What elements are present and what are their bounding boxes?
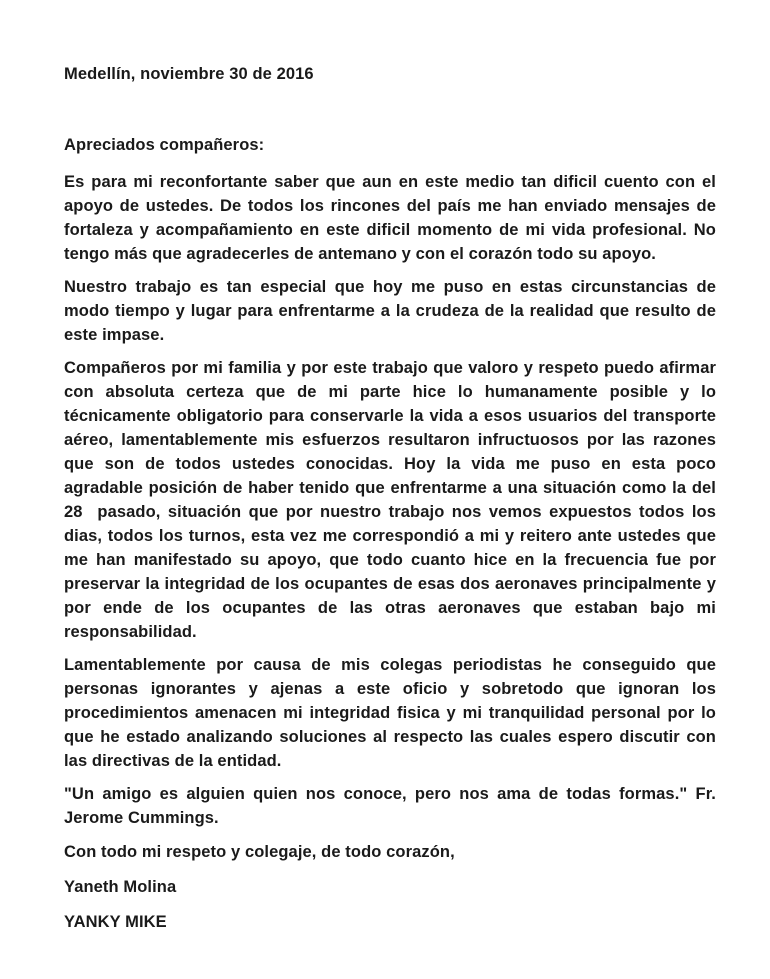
paragraph-gratitude: Es para mi reconfortante saber que aun en este medio tan dificil cuento con el apoyo de ustedes. De todos los rincones del país me han enviado mensajes de fortaleza y acompañamiento en este dificil momento de mi vida profesional. No tengo más que agradecerles de antemano y con el corazón todo su apoyo. [64,173,716,263]
signature-callsign: YANKY MIKE [64,913,167,931]
signature-name: Yaneth Molina [64,878,177,896]
paragraph-incident-account: Compañeros por mi familia y por este trabajo que valoro y respeto puedo afirmar con absoluta certeza que de mi parte hice lo humanamente posible y lo técnicamente obligatorio para conservarle la vida a esos usuarios del transporte aéreo, lamentablemente mis esfuerzos resultaron infructuosos por las razones que son de todos ustedes conocidas. Hoy la vida me puso en esta poco agradable posición de haber tenido que enfrentarme a una situación como la del 28 pasado, situación que por nuestro trabajo nos vemos expuestos todos los dias, todos los turnos, esta vez me correspondió a mi y reitero ante ustedes que me han manifestado su apoyo, que todo cuanto hice en la frecuencia fue por preservar la integridad de los ocupantes de esas dos aeronaves principalmente y por ende de los ocupantes de las otras aeronaves que estaban bajo mi responsabilidad. [64,359,716,641]
dateline: Medellín, noviembre 30 de 2016 [64,65,314,83]
paragraph-press-complaint: Lamentablemente por causa de mis colegas periodistas he conseguido que personas ignorantes y ajenas a este oficio y sobretodo que ignoran los procedimientos amenacen mi integridad fisica y mi tranquilidad personal por lo que he estado analizando soluciones al respecto las cuales espero discutir con las directivas de la entidad. [64,656,716,770]
paragraph-work-special: Nuestro trabajo es tan especial que hoy me puso en estas circunstancias de modo tiempo y lugar para enfrentarme a la crudeza de la realidad que resulto de este impase. [64,278,716,344]
closing-line: Con todo mi respeto y colegaje, de todo corazón, [64,843,455,861]
letter-body [64,62,716,945]
friendship-quote: "Un amigo es alguien quien nos conoce, pero nos ama de todas formas." Fr. Jerome Cummings. [64,785,716,827]
salutation: Apreciados compañeros: [64,136,265,154]
